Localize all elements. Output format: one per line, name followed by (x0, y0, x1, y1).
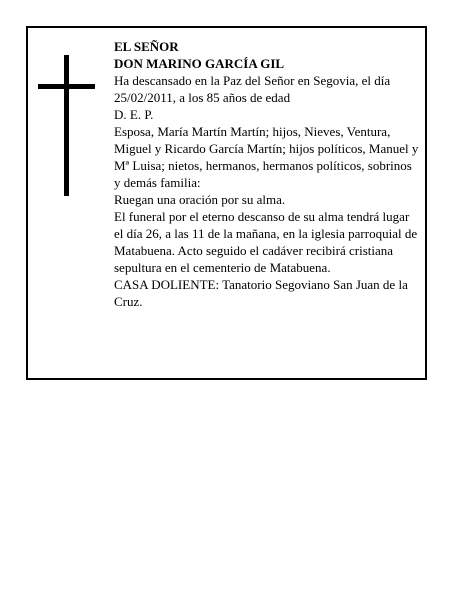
prayer-request: Ruegan una oración por su alma. (114, 192, 286, 207)
obituary-text-block (114, 38, 420, 310)
rip-text: D. E. P. (114, 107, 154, 122)
cross-icon-vertical-bar (64, 55, 69, 196)
deceased-name: DON MARINO GARCÍA GIL (114, 56, 285, 71)
title-line-1: EL SEÑOR (114, 39, 179, 54)
funeral-details: El funeral por el eterno descanso de su alma tendrá lugar el día 26, a las 11 de la mañana, en la iglesia parroquial de Matabuena. Acto seguido el cadáver recibirá cristiana sepultura en el cementerio de Matabuena. (114, 209, 418, 275)
family-list: Esposa, María Martín Martín; hijos, Nieves, Ventura, Miguel y Ricardo García Martín; hijos políticos, Manuel y Mª Luisa; nietos, hermanos, hermanos políticos, sobrinos y demás familia: (114, 124, 419, 190)
casa-doliente: CASA DOLIENTE: Tanatorio Segoviano San Juan de la Cruz. (114, 277, 408, 309)
death-info: Ha descansado en la Paz del Señor en Segovia, el día 25/02/2011, a los 85 años de edad (114, 73, 391, 105)
cross-icon-horizontal-bar (38, 84, 95, 89)
